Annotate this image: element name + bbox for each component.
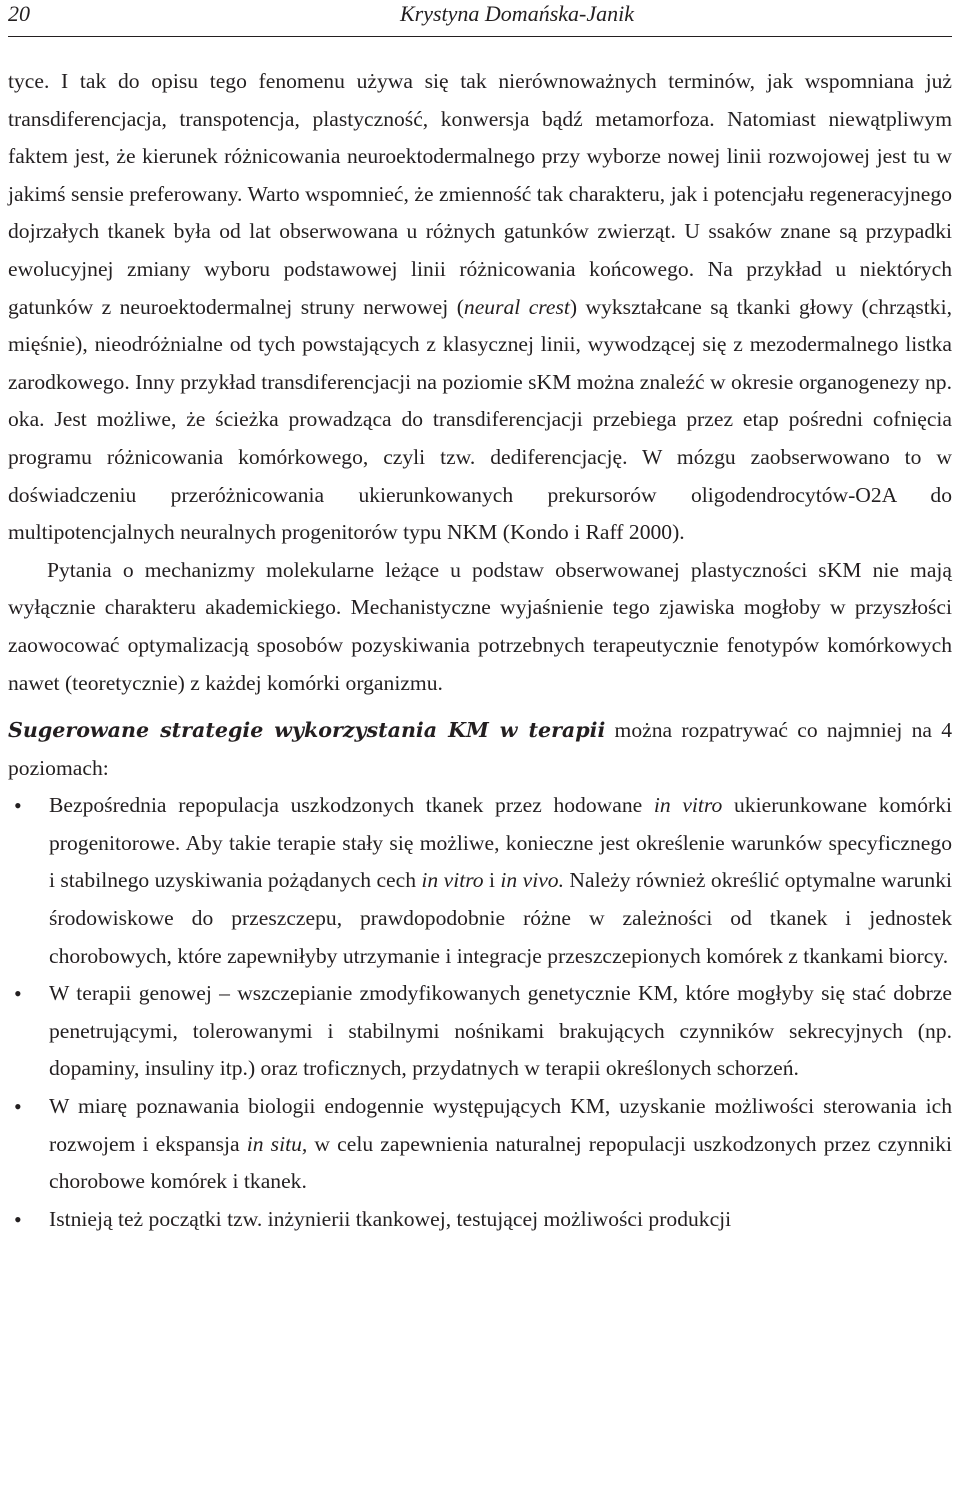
- running-head-author: Krystyna Domańska-Janik: [399, 1, 634, 26]
- header-rule: [8, 36, 952, 37]
- list-item: • W miarę poznawania biologii endogennie występujących KM, uzyskanie możliwości sterowania ich rozwojem i ekspansja in situ, w celu zapewnienia naturalnej repopulacji uszkodzonych przez czynniki chorobowe komórek i tkanek.: [8, 1088, 952, 1201]
- section-intro: Sugerowane strategie wykorzystania KM w terapii można rozpatrywać co najmniej na 4 poziomach:: [8, 718, 952, 780]
- list-item: • Istnieją też początki tzw. inżynierii tkankowej, testującej możliwości produkcji: [8, 1201, 952, 1239]
- bullet-icon: •: [14, 1206, 22, 1232]
- page-number: 20: [8, 1, 30, 26]
- paragraph-mechanisms: Pytania o mechanizmy molekularne leżące u podstaw obserwowanej plastyczności sKM nie mają wyłącznie charakteru akademickiego. Mechanistyczne wyjaśnienie tego zjawiska mogłoby w przyszłości zaowocować optymalizacją sposobów pozyskiwania potrzebnych terapeutycznie fenotypów komórkowych nawet (teoretycznie) z każdej komórki organizmu.: [8, 557, 952, 695]
- page-header: [8, 0, 952, 28]
- paragraph-continuation: tyce. I tak do opisu tego fenomenu używa się tak nierównoważnych terminów, jak wspomniana już transdiferencjacja, transpotencja, plastyczność, konwersja bądź metamorfoza. Natomiast niewątpliwym faktem jest, że kierunek różnicowania neuroektodermalnego przy wyborze nowej linii rozwojowej jest tu w jakimś sensie preferowany. Warto wspomnieć, że zmienność tak charakteru, jak i potencjału regeneracyjnego dojrzałych tkanek była od lat obserwowana u różnych gatunków zwierząt. U ssaków znane są przypadki ewolucyjnej zmiany wyboru podstawowej linii różnicowania końcowego. Na przykład u niektórych gatunków z neuroektodermalnej struny nerwowej (neural crest) wykształcane są tkanki głowy (chrząstki, mięśnie), nieodróżnialne od tych powstających z klasycznej linii, wywodzącej się z mezodermalnego listka zarodkowego. Inny przykład transdiferencjacji na poziomie sKM można znaleźć w okresie organogenezy np. oka. Jest możliwe, że ścieżka prowadząca do transdiferencjacji przebiega przez etap pośredni cofnięcia programu różnicowania komórkowego, czyli tzw. dediferencjację. W mózgu zaobserwowano to w doświadczeniu przeróżnicowania ukierunkowanych prekursorów oligodendrocytów-O2A do multipotencjalnych neuralnych progenitorów typu NKM (Kondo i Raff 2000).: [8, 69, 952, 545]
- list-item: • Bezpośrednia repopulacja uszkodzonych tkanek przez hodowane in vitro ukierunkowane komórki progenitorowe. Aby takie terapie stały się możliwe, konieczne jest określenie warunków specyficznego i stabilnego uzyskiwania pożądanych cech in vitro i in vivo. Należy również określić optymalne warunki środowiskowe do przeszczepu, prawdopodobnie różne w zależności od tkanek i jednostek chorobowych, które zapewniłyby utrzymanie i integracje przeszczepionych komórek z tkankami biorcy.: [8, 787, 952, 975]
- bullet-icon: •: [14, 793, 22, 819]
- section-heading: Sugerowane strategie wykorzystania KM w terapii: [8, 718, 606, 743]
- bullet-icon: •: [14, 1094, 22, 1120]
- bullet-icon: •: [14, 981, 22, 1007]
- italic-term: neural crest: [463, 294, 570, 319]
- list-item: • W terapii genowej – wszczepianie zmodyfikowanych genetycznie KM, które mogłyby się stać dobrze penetrującymi, tolerowanymi i stabilnymi nośnikami brakujących czynników sekrecyjnych (np. dopaminy, insuliny itp.) oraz troficznych, przydatnych w terapii określonych schorzeń.: [8, 975, 952, 1088]
- strategy-list: [8, 787, 952, 1238]
- body-text: [8, 63, 952, 1238]
